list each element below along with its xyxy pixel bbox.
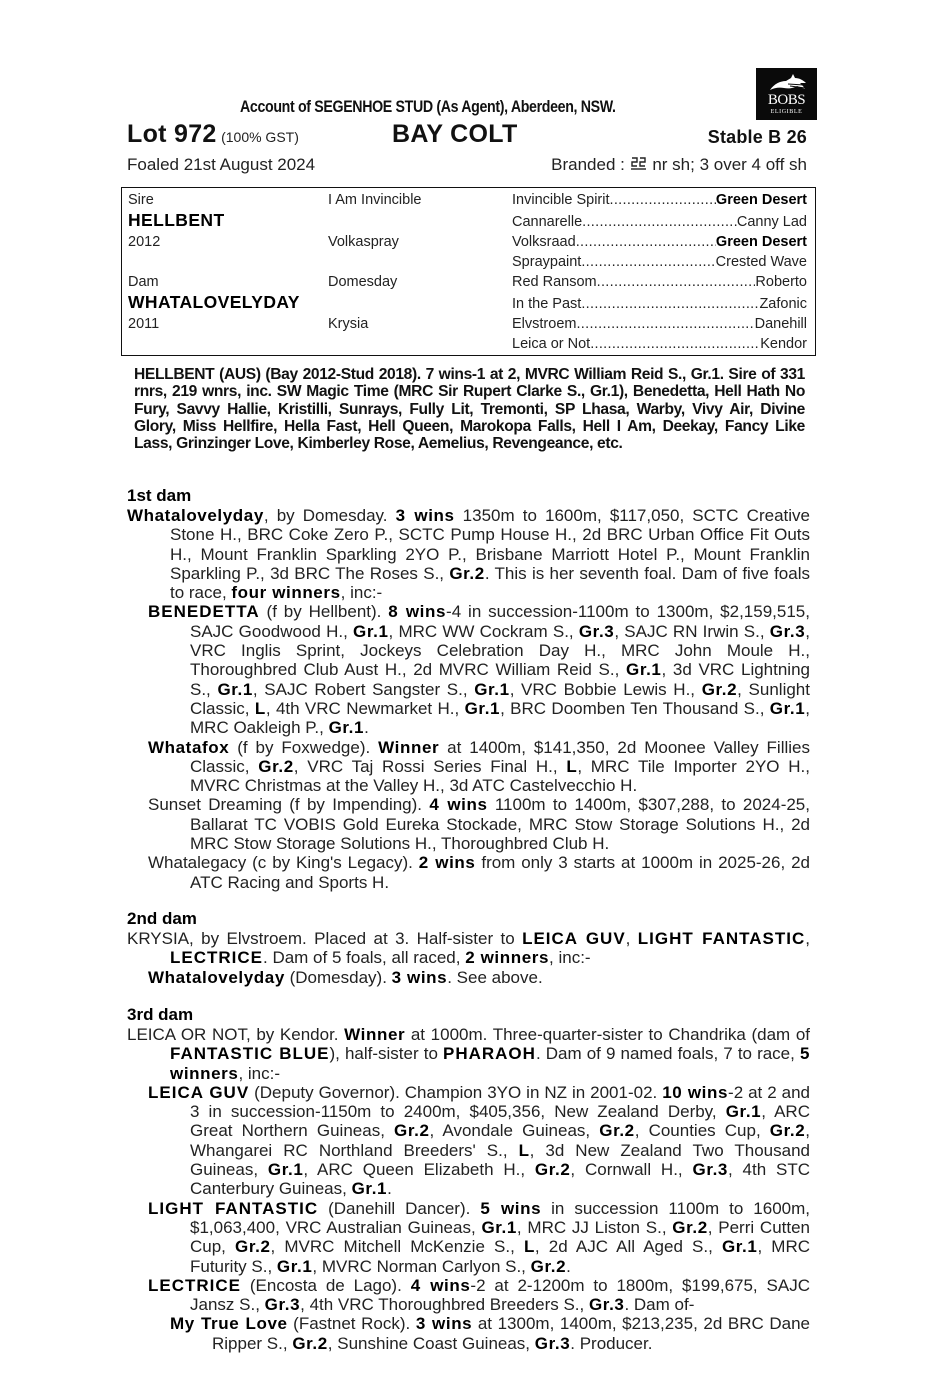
bold-text: L — [523, 1237, 535, 1257]
text: (f by Hellbent). — [259, 602, 389, 622]
bold-text: Gr.1 — [217, 679, 253, 699]
text: , Whangarei RC Northland Breeders' S., — [190, 1121, 811, 1160]
ancestor-sire: Crested Wave — [715, 254, 807, 270]
sire-year: 2012 — [128, 234, 161, 250]
dam-sire: Domesday — [328, 274, 398, 290]
produce-entry — [127, 602, 810, 737]
produce-entry — [127, 1276, 810, 1315]
bold-text: Gr.1 — [267, 1160, 304, 1180]
ancestor-sire: Danehill — [754, 316, 807, 332]
leader-dots — [576, 234, 716, 250]
foaled-date: Foaled 21st August 2024 — [127, 155, 316, 174]
text: (f by Foxwedge). — [229, 737, 379, 757]
leader-dots — [582, 214, 737, 230]
text: , 3d New Zealand Two Thousand Guineas, — [190, 1140, 810, 1180]
black-type-name: FANTASTIC BLUE — [170, 1044, 330, 1064]
second-dam-heading: 2nd dam — [127, 909, 197, 928]
bold-text: 4 wins — [410, 1275, 471, 1295]
produce-entry — [127, 968, 810, 987]
black-type-name: LEICA GUV — [522, 929, 626, 948]
bold-text: Gr.1 — [353, 621, 389, 641]
text: , 3d VRC Lightning S., — [190, 660, 810, 699]
text: , Counties Cup, — [634, 1121, 770, 1141]
bold-text: 5 winners — [170, 1044, 811, 1083]
text: . — [566, 1256, 571, 1276]
first-dam-section — [127, 486, 810, 892]
pedigree-gen3-row — [512, 234, 807, 250]
bold-text: Gr.3 — [578, 621, 615, 641]
second-dam-entries — [127, 929, 810, 987]
pedigree-gen3-row — [512, 192, 807, 208]
bold-text: Gr.1 — [721, 1237, 758, 1257]
pedigree-gen3-row — [512, 336, 807, 352]
leader-dots — [581, 254, 715, 270]
bold-text: Gr.1 — [769, 698, 806, 718]
text: -2 at 2 and 3 in succession-1150m to 2400m, $405,356, New Zealand Derby, — [190, 1082, 810, 1122]
text: , MRC Tile Importer 2YO H., MVRC Christmas at the Valley H., 3d ATC Castelvecchio H. — [190, 756, 810, 796]
dam-year: 2011 — [128, 316, 160, 332]
text: , MRC Futurity S., — [190, 1237, 810, 1276]
bold-text: Gr.3 — [692, 1160, 728, 1180]
bold-text: four winners — [231, 583, 341, 603]
black-type-name: LECTRICE — [170, 948, 263, 968]
bold-text: Whatalovelyday — [148, 967, 285, 987]
text: , 4th STC Canterbury Guineas, — [190, 1160, 811, 1199]
sire-dam: Volkaspray — [328, 234, 399, 250]
produce-entry — [127, 1199, 810, 1276]
bold-text: Gr.1 — [626, 660, 662, 680]
bold-text: Gr.1 — [725, 1102, 762, 1122]
ancestor-sire: Zafonic — [759, 296, 807, 312]
bold-text: 3 wins — [395, 506, 455, 525]
text: , Perri Cutten Cup, — [190, 1217, 810, 1257]
bold-text: Gr.3 — [534, 1333, 571, 1353]
black-type-name: BENEDETTA — [148, 602, 260, 622]
text: LEICA OR NOT, by Kendor. — [127, 1025, 345, 1044]
produce-entry — [127, 1025, 810, 1083]
black-type-name: LIGHT FANTASTIC — [148, 1198, 319, 1218]
text: , VRC Bobbie Lewis H., — [509, 679, 702, 699]
bold-text: L — [566, 756, 578, 776]
gst-note: (100% GST) — [221, 129, 299, 145]
bobs-eligible-logo — [756, 68, 817, 120]
text: . Dam of 9 named foals, 7 to race, — [535, 1044, 800, 1064]
black-type-name: LECTRICE — [148, 1275, 241, 1295]
ancestor-sire: Kendor — [760, 336, 807, 352]
bold-text: My True Love — [170, 1314, 288, 1334]
text: -2 at 2-1200m to 1800m, $199,675, SAJC Jansz S., — [190, 1275, 810, 1315]
text: , MRC JJ Liston S., — [516, 1217, 673, 1237]
text: 1100m to 1400m, $307,288, to 2024-25, Ballarat TC VOBIS Gold Eureka Stockade, MRC Stow Storage Solutions H., 2d MRC Stow Storage Solutions H., Thoroughbred Club H. — [190, 795, 810, 854]
leader-dots — [610, 192, 716, 208]
third-dam-section — [127, 1005, 810, 1353]
bold-text: Gr.1 — [474, 679, 510, 699]
text: , inc:- — [549, 948, 591, 968]
bold-text: 10 wins — [662, 1082, 729, 1102]
pedigree-gen3-row — [512, 316, 807, 332]
leader-dots — [590, 336, 760, 352]
text: , 4th VRC Thoroughbred Breeders S., — [300, 1295, 589, 1315]
text: (Domesday). — [284, 967, 392, 987]
produce-entry — [127, 506, 810, 602]
logo-line1: BOBS — [767, 92, 806, 108]
bold-text: Gr.2 — [534, 1160, 571, 1180]
bold-text: Gr.1 — [464, 698, 501, 718]
bold-text: Gr.2 — [449, 563, 485, 583]
bold-text: 8 wins — [388, 602, 447, 622]
bold-text: L — [518, 1140, 530, 1160]
text: Whatalegacy (c by King's Legacy). — [148, 853, 419, 873]
bold-text: Gr.2 — [672, 1217, 708, 1237]
ancestor-name: Invincible Spirit — [512, 192, 610, 208]
ancestor-name: Cannarelle — [512, 214, 583, 230]
stable-location: Stable B 26 — [707, 127, 807, 147]
text: . This is her seventh foal. Dam of five foals to race, — [170, 563, 810, 603]
text: (Danehill Dancer). — [318, 1198, 481, 1218]
text: at 1400m, $141,350, 2d Moonee Valley Fillies Classic, — [190, 737, 810, 776]
pedigree-gen3-row — [512, 214, 807, 230]
branded-label: Branded : — [551, 155, 625, 174]
ancestor-sire: Green Desert — [715, 234, 807, 250]
text: , ARC Queen Elizabeth H., — [303, 1160, 535, 1180]
bold-text: Gr.1 — [328, 718, 365, 738]
text: , SAJC RN Irwin S., — [614, 621, 770, 641]
bold-text: Gr.3 — [264, 1295, 301, 1315]
text: (Fastnet Rock). — [287, 1314, 416, 1334]
produce-entry — [127, 929, 810, 968]
dam-label: Dam — [128, 274, 159, 290]
bold-text: Gr.2 — [701, 679, 738, 699]
bold-text: Winner — [344, 1025, 406, 1044]
third-dam-entries — [127, 1025, 810, 1353]
text: from only 3 starts at 1000m in 2025-26, 2d ATC Racing and Sports H. — [190, 853, 810, 892]
second-dam-section — [127, 909, 810, 987]
text: Sunset Dreaming (f by Impending). — [148, 795, 430, 815]
pedigree-gen3-row — [512, 296, 807, 312]
bold-text: Gr.2 — [394, 1121, 430, 1141]
leader-dots — [581, 296, 759, 312]
text: , — [805, 929, 811, 948]
lot-label: Lot 972 — [127, 120, 217, 148]
pedigree-gen3-row — [512, 254, 807, 270]
ancestor-sire: Roberto — [755, 274, 807, 290]
text: . See above. — [447, 967, 543, 987]
bold-text: Winner — [378, 737, 440, 757]
bold-text: Gr.2 — [258, 756, 294, 776]
bold-text: Gr.1 — [276, 1256, 313, 1276]
bold-text: Gr.2 — [292, 1333, 328, 1353]
ancestor-name: In the Past — [512, 296, 582, 312]
first-dam-entries — [127, 506, 810, 892]
bold-text: 3 wins — [391, 967, 448, 987]
third-dam-heading: 3rd dam — [127, 1005, 194, 1024]
text: 1350m to 1600m, $117,050, SCTC Creative Stone H., BRC Coke Zero P., SCTC Pump House H., 2d BRC Urban Office Fit Outs H., Mount Franklin Sparkling 2YO P., Brisbane Marriott Hotel P., Mount Franklin Sparkling P., 3d BRC The Roses S., — [170, 506, 810, 583]
produce-entry — [127, 1314, 810, 1353]
ancestor-sire: Green Desert — [715, 192, 807, 208]
text: , 2d AJC All Aged S., — [534, 1237, 722, 1257]
text: . — [364, 718, 369, 738]
text: . Producer. — [570, 1333, 653, 1353]
bold-text: Gr.1 — [351, 1179, 388, 1199]
text: . Dam of 5 foals, all raced, — [263, 948, 466, 968]
ancestor-sire: Canny Lad — [736, 214, 807, 230]
ancestor-name: Volksraad — [512, 234, 576, 250]
bold-text: Gr.3 — [588, 1295, 625, 1315]
bold-text: Whatalovelyday — [127, 506, 264, 525]
bold-text: Gr.3 — [769, 621, 806, 641]
text: , Sunlight Classic, — [190, 679, 810, 718]
bold-text: 3 wins — [415, 1314, 473, 1334]
text: , by Domesday. — [263, 506, 396, 525]
leader-dots — [576, 316, 754, 332]
text: , VRC Inglis Sprint, Jockeys Celebration Day H., MRC John Moule H., Thoroughbred Club Aust H., 2d MVRC William Reid S., — [190, 621, 810, 680]
text: , inc:- — [238, 1063, 281, 1083]
first-dam-heading: 1st dam — [127, 486, 192, 505]
text: , BRC Doomben Ten Thousand S., — [500, 698, 770, 718]
bold-text: 4 wins — [429, 795, 488, 815]
produce-entry — [127, 738, 810, 796]
text: in succession 1100m to 1600m, $1,063,400, VRC Australian Guineas, — [190, 1198, 810, 1237]
branded-text: nr sh; 3 over 4 off sh — [652, 155, 807, 174]
text: , inc:- — [340, 583, 383, 603]
produce-entry — [127, 1083, 810, 1199]
vendor-account: Account of SEGENHOE STUD (As Agent), Aberdeen, NSW. — [240, 98, 616, 116]
horse-description: BAY COLT — [392, 120, 518, 148]
text: , ARC Great Northern Guineas, — [190, 1102, 810, 1141]
sire-name: HELLBENT — [128, 210, 225, 230]
text: ), half-sister to — [329, 1044, 443, 1064]
text: , MRC WW Cockram S., — [388, 621, 579, 641]
black-type-name: LEICA GUV — [148, 1082, 250, 1102]
text: at 1300m, 1400m, $213,235, 2d BRC Dane Ripper S., — [212, 1314, 811, 1353]
text: , Sunshine Coast Guineas, — [327, 1333, 535, 1353]
ancestor-name: Elvstroem — [512, 316, 577, 332]
text: (Deputy Governor). Champion 3YO in NZ in 2001-02. — [249, 1082, 663, 1102]
logo-line2: ELIGIBLE — [770, 109, 803, 115]
bold-text: L — [254, 698, 266, 718]
bold-text: 2 winners — [465, 948, 550, 968]
bold-text: 2 wins — [418, 853, 476, 873]
bold-text: Gr.2 — [599, 1121, 635, 1141]
text: , Avondale Guineas, — [429, 1121, 600, 1141]
bold-text: Gr.2 — [235, 1237, 271, 1257]
sire-label: Sire — [128, 192, 154, 208]
text: , Cornwall H., — [570, 1160, 693, 1180]
bold-text: 5 wins — [480, 1198, 542, 1218]
text: , MVRC Mitchell McKenzie S., — [270, 1237, 524, 1257]
pedigree-gen3-row — [512, 274, 807, 290]
dam-name: WHATALOVELYDAY — [128, 292, 300, 312]
text: . Dam of- — [624, 1295, 695, 1315]
leader-dots — [597, 274, 756, 290]
text: KRYSIA, by Elvstroem. Placed at 3. Half-sister to — [127, 929, 523, 948]
bold-text: Gr.2 — [769, 1121, 806, 1141]
bold-text: Whatafox — [148, 737, 230, 757]
text: -4 in succession-1100m to 1300m, $2,159,515, SAJC Goodwood H., — [190, 602, 810, 641]
bold-text: Gr.2 — [530, 1256, 567, 1276]
black-type-name: LIGHT FANTASTIC — [637, 929, 806, 948]
text: , — [625, 929, 638, 948]
text: , SAJC Robert Sangster S., — [252, 679, 475, 699]
ancestor-name: Red Ransom — [512, 274, 597, 290]
brand-mark-icon — [630, 156, 648, 172]
sire-summary: HELLBENT (AUS) (Bay 2012-Stud 2018). 7 wins-1 at 2, MVRC William Reid S., Gr.1. Sire of 331 rnrs, 219 wnrs, inc. SW Magic Time (MRC Sir Rupert Clarke S., Gr.1), Benedetta, Hell Hath No Fury, Savvy Hallie, Kristilli, Sunrays, Fully Lit, Tremonti, SP Lhasa, Warby, Vivy Air, Divine Glory, Miss Hellfire, Hella Fast, Hell Queen, Marokopa Falls, Hell I Am, Deekay, Fancy Like Lass, Grinzinger Love, Kimberley Rose, Aemelius, Revengeance, etc. — [134, 366, 805, 453]
dam-dam: Krysia — [328, 316, 369, 332]
brand-info — [551, 155, 807, 175]
produce-entry — [127, 853, 810, 892]
text: , MVRC Norman Carlyon S., — [312, 1256, 531, 1276]
sire-sire: I Am Invincible — [328, 192, 422, 208]
text: (Encosta de Lago). — [241, 1275, 411, 1295]
text: . — [387, 1179, 392, 1199]
text: , 4th VRC Newmarket H., — [265, 698, 465, 718]
bold-text: Gr.1 — [481, 1217, 517, 1237]
text: , MRC Oakleigh P., — [190, 698, 810, 738]
text: , VRC Taj Rossi Series Final H., — [293, 756, 567, 776]
black-type-name: PHARAOH — [442, 1044, 536, 1064]
text: at 1000m. Three-quarter-sister to Chandrika (dam of — [405, 1025, 811, 1044]
produce-entry — [127, 795, 810, 853]
horse-head-icon — [764, 72, 809, 94]
ancestor-name: Spraypaint — [512, 254, 582, 270]
ancestor-name: Leica or Not — [512, 336, 591, 352]
lot-number — [127, 120, 299, 149]
pedigree-table — [121, 187, 816, 356]
